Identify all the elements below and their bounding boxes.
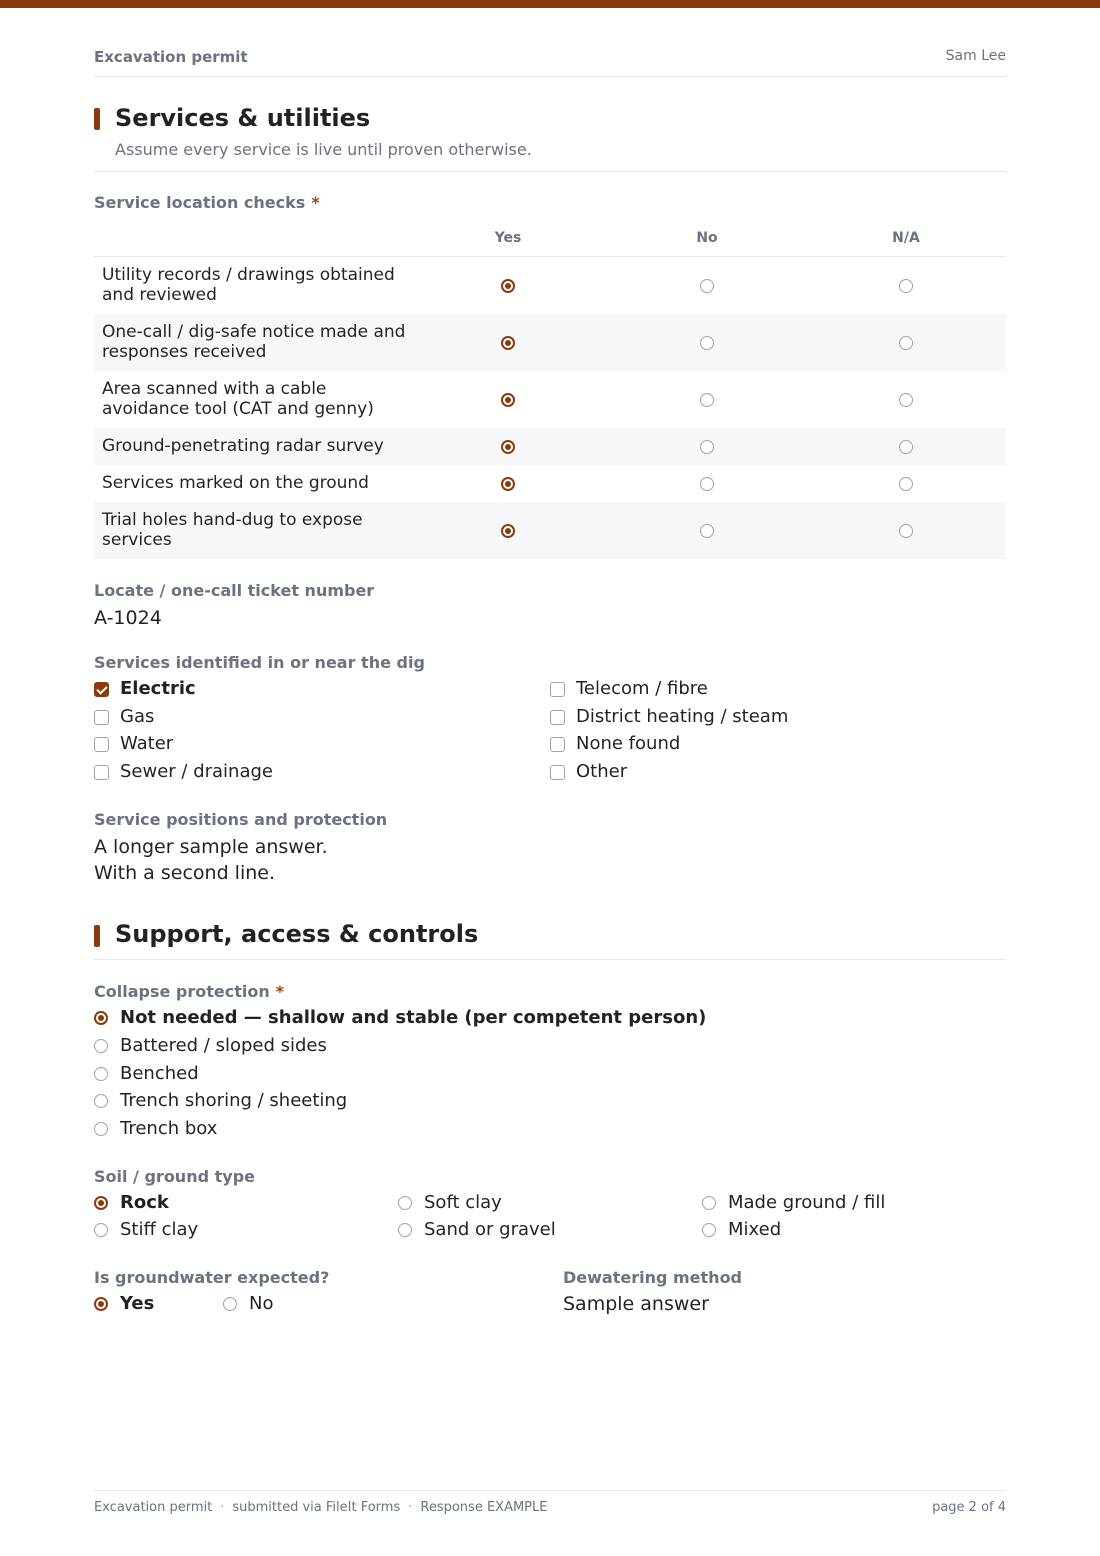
footer-separator: · bbox=[220, 1500, 225, 1515]
matrix-radio-na[interactable] bbox=[899, 393, 913, 407]
matrix-row bbox=[94, 257, 1006, 314]
section-divider bbox=[94, 959, 1006, 960]
page-header bbox=[94, 48, 1006, 77]
checkbox[interactable] bbox=[550, 682, 565, 697]
checkbox[interactable] bbox=[550, 710, 565, 725]
matrix-column-no: No bbox=[696, 230, 718, 246]
section-subtitle-services: Assume every service is live until proven otherwise. bbox=[115, 140, 532, 159]
footer-submitted: submitted via FileIt Forms bbox=[232, 1500, 401, 1515]
matrix-radio-na[interactable] bbox=[899, 440, 913, 454]
option-label: No bbox=[249, 1293, 274, 1314]
matrix-radio-no[interactable] bbox=[700, 477, 714, 491]
footer-separator: · bbox=[408, 1500, 413, 1515]
matrix-row-label: Ground-penetrating radar survey bbox=[102, 436, 384, 456]
option-label: Trench shoring / sheeting bbox=[120, 1090, 348, 1111]
checkbox[interactable] bbox=[94, 710, 109, 725]
footer-page-number: page 2 of 4 bbox=[932, 1500, 1006, 1515]
section-divider bbox=[94, 171, 1006, 172]
footer-left bbox=[94, 1500, 547, 1515]
option-label: Stiff clay bbox=[120, 1219, 199, 1240]
soil-label: Soil / ground type bbox=[94, 1167, 255, 1186]
positions-line-1: A longer sample answer. bbox=[94, 836, 328, 858]
positions-label: Service positions and protection bbox=[94, 810, 388, 829]
option-label: District heating / steam bbox=[576, 706, 789, 727]
option-label: Soft clay bbox=[424, 1192, 502, 1213]
matrix-radio-na[interactable] bbox=[899, 477, 913, 491]
radio-button[interactable] bbox=[94, 1011, 108, 1025]
option-label: Trench box bbox=[120, 1118, 218, 1139]
option-label: Telecom / fibre bbox=[576, 678, 708, 699]
matrix-radio-no[interactable] bbox=[700, 440, 714, 454]
matrix-radio-yes[interactable] bbox=[501, 524, 515, 538]
matrix-radio-yes[interactable] bbox=[501, 440, 515, 454]
user-name: Sam Lee bbox=[945, 48, 1006, 64]
matrix-row-label: One-call / dig-safe notice made and responses received bbox=[102, 322, 406, 362]
footer-response: Response EXAMPLE bbox=[420, 1500, 548, 1515]
matrix-row-label: Trial holes hand-dug to expose services bbox=[102, 510, 363, 550]
checkbox[interactable] bbox=[94, 682, 109, 697]
section-marker bbox=[94, 925, 100, 947]
radio-button[interactable] bbox=[223, 1297, 237, 1311]
option-label: None found bbox=[576, 733, 681, 754]
option-label: Water bbox=[120, 733, 174, 754]
matrix-row bbox=[94, 465, 1006, 502]
matrix-radio-yes[interactable] bbox=[501, 279, 515, 293]
matrix-radio-no[interactable] bbox=[700, 524, 714, 538]
matrix-row bbox=[94, 371, 1006, 428]
radio-button[interactable] bbox=[94, 1067, 108, 1081]
radio-button[interactable] bbox=[94, 1297, 108, 1311]
matrix-radio-yes[interactable] bbox=[501, 336, 515, 350]
matrix-radio-na[interactable] bbox=[899, 524, 913, 538]
option-label: Battered / sloped sides bbox=[120, 1035, 327, 1056]
radio-button[interactable] bbox=[398, 1223, 412, 1237]
groundwater-label: Is groundwater expected? bbox=[94, 1268, 330, 1287]
collapse-label-text: Collapse protection bbox=[94, 982, 270, 1001]
option-label: Sand or gravel bbox=[424, 1219, 556, 1240]
radio-button[interactable] bbox=[398, 1196, 412, 1210]
checkbox[interactable] bbox=[550, 765, 565, 780]
section-title-support: Support, access & controls bbox=[115, 920, 479, 948]
option-label: Benched bbox=[120, 1063, 199, 1084]
matrix-column-yes: Yes bbox=[494, 230, 522, 246]
matrix-radio-na[interactable] bbox=[899, 279, 913, 293]
dewatering-value: Sample answer bbox=[563, 1293, 709, 1315]
document-title: Excavation permit bbox=[94, 48, 248, 66]
matrix-row bbox=[94, 502, 1006, 559]
matrix-radio-yes[interactable] bbox=[501, 393, 515, 407]
matrix-radio-na[interactable] bbox=[899, 336, 913, 350]
option-label: Sewer / drainage bbox=[120, 761, 273, 782]
radio-button[interactable] bbox=[94, 1094, 108, 1108]
matrix-row-label: Utility records / drawings obtained and reviewed bbox=[102, 265, 395, 305]
required-mark: * bbox=[275, 982, 285, 1001]
radio-button[interactable] bbox=[702, 1196, 716, 1210]
matrix-row bbox=[94, 314, 1006, 371]
matrix-row-label: Services marked on the ground bbox=[102, 473, 369, 493]
option-label: Not needed — shallow and stable (per competent person) bbox=[120, 1007, 707, 1028]
option-label: Electric bbox=[120, 678, 196, 699]
service-checks-label bbox=[94, 193, 320, 212]
radio-button[interactable] bbox=[94, 1196, 108, 1210]
matrix-column-na: N/A bbox=[892, 230, 920, 246]
footer-form-name: Excavation permit bbox=[94, 1500, 213, 1515]
radio-button[interactable] bbox=[94, 1223, 108, 1237]
dewatering-label: Dewatering method bbox=[563, 1268, 743, 1287]
option-label: Rock bbox=[120, 1192, 169, 1213]
option-label: Other bbox=[576, 761, 628, 782]
collapse-label bbox=[94, 982, 284, 1001]
services-identified-label: Services identified in or near the dig bbox=[94, 653, 425, 672]
matrix-row-label: Area scanned with a cable avoidance tool (CAT and genny) bbox=[102, 379, 374, 419]
service-checks-label-text: Service location checks bbox=[94, 193, 306, 212]
required-mark: * bbox=[311, 193, 320, 212]
matrix-radio-no[interactable] bbox=[700, 393, 714, 407]
checkbox[interactable] bbox=[94, 737, 109, 752]
checkbox[interactable] bbox=[550, 737, 565, 752]
ticket-value: A-1024 bbox=[94, 607, 162, 629]
ticket-label: Locate / one-call ticket number bbox=[94, 581, 375, 600]
matrix-radio-no[interactable] bbox=[700, 336, 714, 350]
matrix-row bbox=[94, 428, 1006, 465]
checkbox[interactable] bbox=[94, 765, 109, 780]
option-label: Gas bbox=[120, 706, 155, 727]
section-marker bbox=[94, 108, 100, 130]
option-label: Made ground / fill bbox=[728, 1192, 886, 1213]
section-title-services: Services & utilities bbox=[115, 104, 371, 132]
matrix-radio-no[interactable] bbox=[700, 279, 714, 293]
matrix-radio-yes[interactable] bbox=[501, 477, 515, 491]
top-accent-bar bbox=[0, 0, 1100, 8]
radio-button[interactable] bbox=[94, 1039, 108, 1053]
option-label: Yes bbox=[120, 1293, 155, 1314]
page-footer bbox=[94, 1490, 1006, 1515]
radio-button[interactable] bbox=[94, 1122, 108, 1136]
positions-line-2: With a second line. bbox=[94, 862, 275, 884]
option-label: Mixed bbox=[728, 1219, 782, 1240]
radio-button[interactable] bbox=[702, 1223, 716, 1237]
